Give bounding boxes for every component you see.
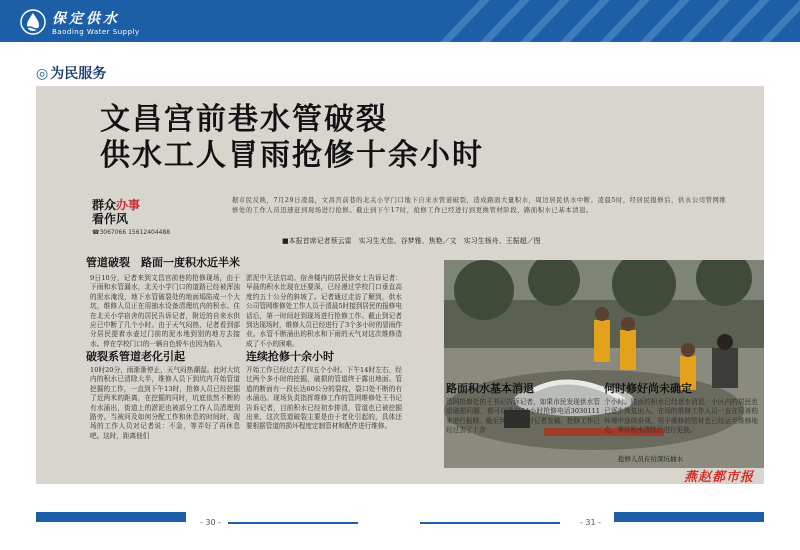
page-number-right: - 31 - [580,518,602,527]
paragraph-3: 10时20分，雨渐渐停止，天气闷热潮湿。此时大坑内的积水已清除大半，维修人员下到坑内开始管道挖掘的工作，一直到下午13时，抢修人员已经挖掘了近两米的距离，在挖掘的同时，坑底依然不断的有水涌出，街道上的淤泥也被部分工作人员清理到路旁。当被问及如何分配工作和休息的时间时，现场的工作人员对记者说：不急，等弄好了再休息吧。这时，距离他们 [90,366,240,440]
paragraph-5: 管网抢修处的王书记告诉记者，如果市民发现供水管道破损问题，都可以拨打24小时抢修电话3030111来进行报修。截至到下午16时记者发稿，抢修工作已经过去了十余 [446,398,600,435]
page-number-left: - 30 - [200,518,222,527]
column-title-part-a: 群众 [92,198,117,212]
byline: ■本报首席记者蔡云雷 实习生尤佳、谷梦雅、焦艳／文 实习生杨舟、王振超／图 [282,237,541,245]
water-drop-logo-icon [20,9,46,35]
logo-english: Baoding Water Supply [52,28,140,36]
section-title: 为民服务 [50,66,107,82]
subhead-2: 破裂系管道老化引起 [86,350,185,363]
photo-caption: 抢修人员在给深坑抽水 [618,455,683,463]
subhead-5: 何时修好尚未确定 [604,382,692,395]
footer-rule-right [420,522,560,524]
column-logo [92,198,192,236]
column-title-part-b: 看作风 [92,212,129,226]
header-bar [0,0,800,42]
column-phone: ☎3067066 15612404488 [92,229,171,236]
subhead-3: 连续抢修十余小时 [246,350,334,363]
subhead-4: 路面积水基本消退 [446,382,534,395]
headline-line-2: 供水工人冒雨抢修十余小时 [100,138,484,173]
column-title-red: 办事 [116,198,141,212]
paragraph-6: 个小时。路面的积水已经逐步消退，小区内的居民也已逐步恢复出入。在场的维修工作人员一直在尽善的环境中连续奋战，用于维修的管材也已经运至维修地点，等待积水清除后进行更换。 [604,398,758,435]
paragraph-1: 9日10分，记者来到文昌宫前巷的抢修现场，由于下雨和水管漏水，北关小学门口的道路已经被浑浊的泥水淹没，地下水管破裂处的地面塌陷成一个大坑，维修人员正在用抽水设备清理坑内的积水。住在北关小学宿舍的居民告诉记者，附近的自来水供应已中断了几个小时。由于天气闷热，记者看到部分居民提着水壶过门前的泥水地到别的地方去接水。停在学校门口的一辆自色轿车也因为陷入 [90,274,240,348]
logo-text [52,8,140,36]
paragraph-4: 开始工作已经过去了四五个小时。下午14时左右，经过两个多小时的挖掘，破损的管道终于露出地面。管道的断面有一段长达60公分的裂纹，裂口处不断的有水涌出。现场负责指挥维修工作的管网维修处王书记告诉记者，目前积水已经初步排清，管道也已被挖掘出来，这次管道破裂主要是由于老化引起的，具体还要根据管道的损坏程度定制管材和配件进行维修。 [246,366,402,431]
target-icon: ◎ [36,66,49,82]
section-label [36,63,106,83]
headline-line-1: 文昌宫前巷水管破裂 [100,102,388,137]
logo [20,8,140,36]
footer-bar-right [614,512,764,522]
headline [100,102,484,174]
footer-bar-left [36,512,186,522]
column-title [92,198,192,226]
subhead-1: 管道破裂 路面一度积水近半米 [86,256,240,269]
paragraph-2: 淤泥中无法启动。宿舍楼内的居民徐女士告诉记者：早晨的积水比现在还要深，已经漫过学校门口垂直高度约五十公分的斜坡了。记者通过走访了解到，供水公司管网维修处工作人员于清晨5时接到居民的报修电话后，第一时间赶到现场进行抢修工作。截止到记者到达现场时，维修人员已经进行了3个多小时的冒雨作业。水管不断涌出的积水和下雨的天气对这次维修造成了不小的困难。 [246,274,402,348]
logo-name: 保定供水 [52,11,120,27]
newspaper-brand: 燕赵都市报 [684,470,755,485]
lead-paragraph: 据市民反映，7月29日凌晨，文昌宫前巷的北关小学门口地下自来水管道破裂，造成路面大量积水，周边居民供水中断。凌晨5时，经居民报修后，供水公司管网维修处的工作人员迅速赶到现场进行抢修。截止到下午17时，抢修工作已经进行到更换管材阶段，路面积水已基本清退。 [232,197,727,214]
footer-rule-left [228,522,358,524]
newspaper-clipping [36,86,764,484]
decorative-stripes [420,0,800,42]
